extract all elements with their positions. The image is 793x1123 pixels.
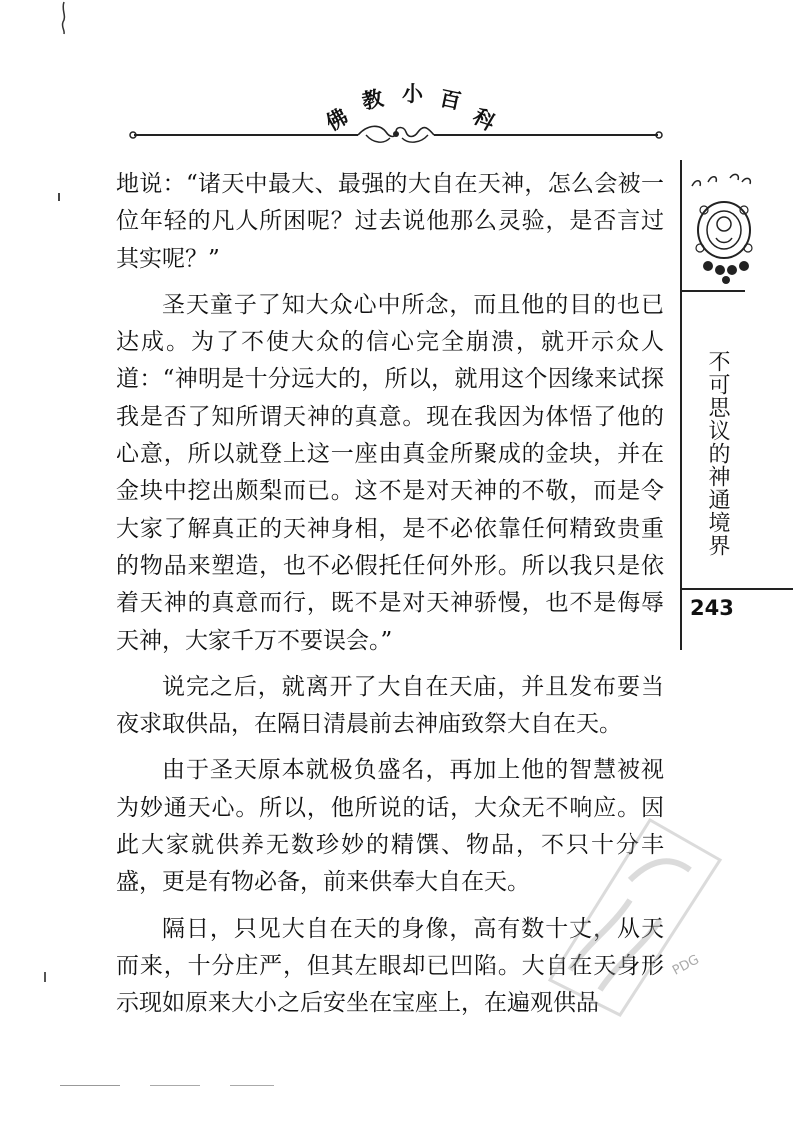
library-stamp-watermark <box>530 800 730 1020</box>
paragraph: 地说：“诸天中最大、最强的大自在天神，怎么会被一位年轻的凡人所困呢？过去说他那么灵验，是否言过其实呢？” <box>116 171 664 272</box>
side-tab-divider <box>680 290 745 292</box>
header-char: 百 <box>437 85 464 114</box>
paragraph: 圣天童子了知大众心中所念，而且他的目的也已达成。为了不使大众的信心完全崩溃，就开示众人道：“神明是十分远大的，所以，就用这个因缘来试探我是否了知所谓天神的真意。现在我因为体悟了他的心意，所以就登上这一座由真金所聚成的金块，并在金块中挖出颇梨而已。这不是对天神的不敬，而是令大家了解真正的天神身相，是不必依靠任何精致贵重的物品来塑造，也不必假托任何外形。所以我只是依着天神的真意而行，既不是对天神骄慢，也不是侮辱天神，大家千万不要误会。” <box>116 291 664 654</box>
header-char: 佛 <box>321 103 353 136</box>
scan-mark-bottom-3 <box>230 1085 274 1086</box>
buddha-figure-icon <box>686 168 760 288</box>
watermark-text: PDG <box>670 952 702 979</box>
side-tab-divider <box>680 588 793 590</box>
scan-mark-bottom-2 <box>150 1085 200 1086</box>
scan-mark-left-lower <box>44 972 46 982</box>
scan-mark-top-left <box>58 0 70 36</box>
side-tab-border <box>680 160 682 650</box>
header-ornament-rule <box>128 122 664 148</box>
header-char: 科 <box>468 103 500 136</box>
chapter-title: 不可思议的神通境界 <box>705 350 730 557</box>
paragraph: 说完之后，就离开了大自在天庙，并且发布要当夜求取供品，在隔日清晨前去神庙致祭大自在天。 <box>116 673 664 738</box>
header-char: 小 <box>402 81 423 106</box>
header-char: 教 <box>359 85 386 114</box>
page-number: 243 <box>690 596 734 620</box>
scan-mark-left <box>58 193 60 201</box>
scan-mark-bottom-1 <box>60 1085 120 1086</box>
paragraph: 由于圣天原本就极负盛名，再加上他的智慧被视为妙通天心。所以，他所说的话，大众无不响应。因此大家就供养无数珍妙的精馔、物品，不只十分丰盛，更是有物必备，前来供奉大自在天。 <box>116 757 664 896</box>
paragraph: 隔日，只见大自在天的身像，高有数十丈，从天而来，十分庄严，但其左眼却已凹陷。大自在天身形示现如原来大小之后安坐在宝座上，在遍观供品 <box>116 915 664 1017</box>
